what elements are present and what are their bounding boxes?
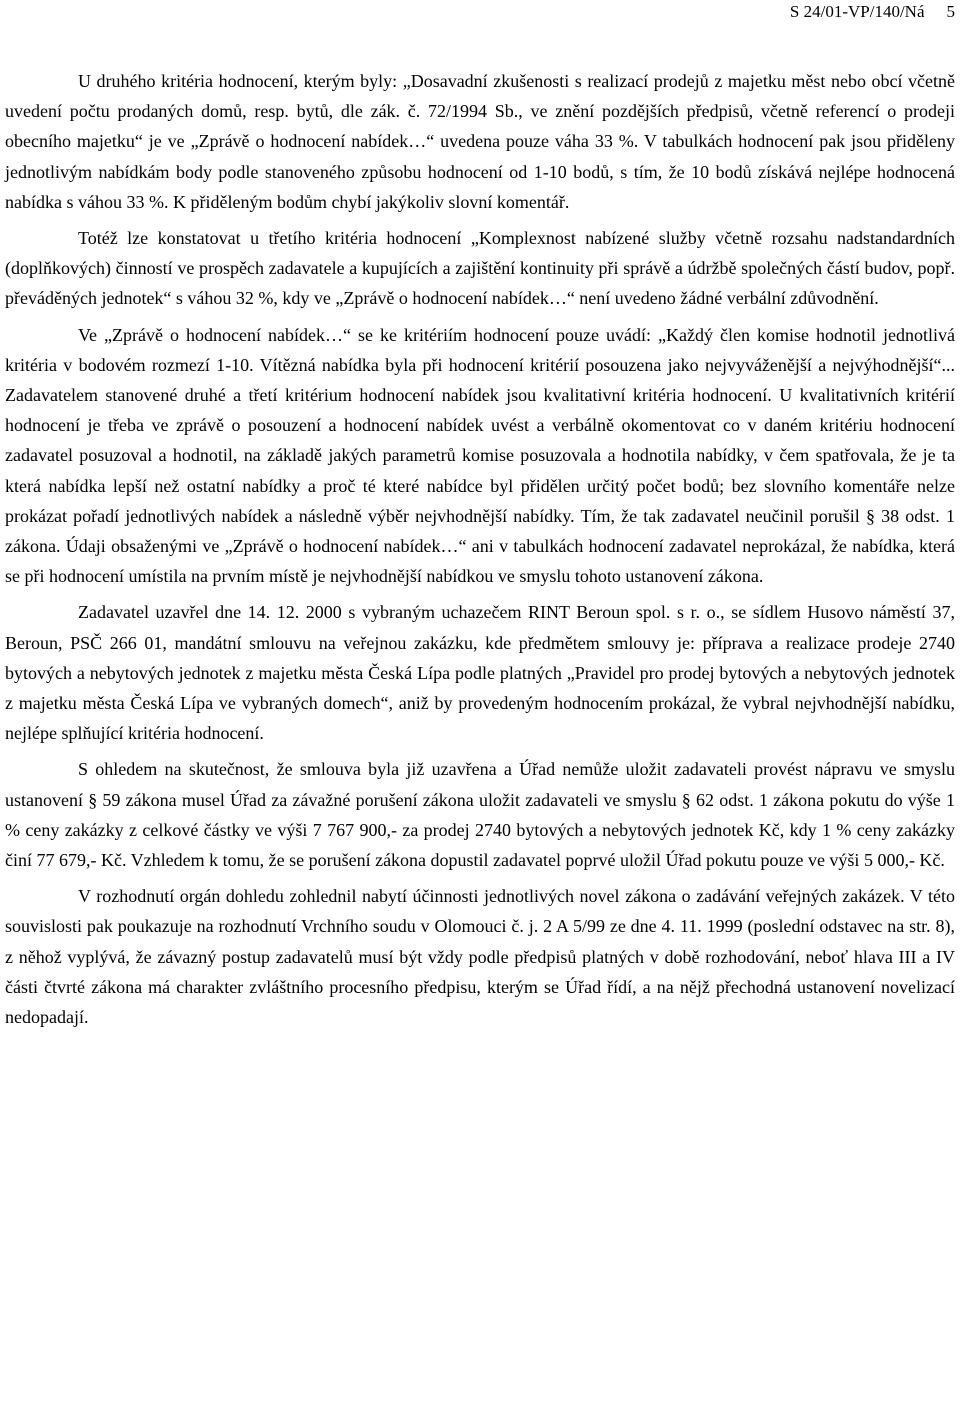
- paragraph-contract: Zadavatel uzavřel dne 14. 12. 2000 s vybraným uchazečem RINT Beroun spol. s r. o., se sídlem Husovo náměstí 37, Beroun, PSČ 266 01, mandátní smlouvu na veřejnou zakázku, kde předmětem smlouvy je: příprava a realizace prodeje 2740 bytových a nebytových jednotek z majetku města Česká Lípa podle platných „Pravidel pro prodej bytových a nebytových jednotek z majetku města Česká Lípa ve vybraných domech“, aniž by provedeným hodnocením prokázal, že vybral nejvhodnější nabídku, nejlépe splňující kritéria hodnocení.: [5, 602, 955, 744]
- page-number: 5: [946, 2, 955, 21]
- paragraph-evaluation-report: Ve „Zprávě o hodnocení nabídek…“ se ke kritériím hodnocení pouze uvádí: „Každý člen komise hodnotil jednotlivá kritéria v bodovém rozmezí 1-10. Vítězná nabídka byla při hodnocení kritérií posouzena jako nejvyváženější a nejvýhodnější“... Zadavatelem stanovené druhé a třetí kritérium hodnocení nabídek jsou kvalitativní kritéria hodnocení. U kvalitativních kritérií hodnocení je třeba ve zprávě o posouzení a hodnocení nabídek uvést a verbálně okomentovat co v daném kritériu hodnocení zadavatel posuzoval a hodnotil, na základě jakých parametrů komise posuzovala a hodnotila nabídky, v čem spatřovala, že je ta která nabídka lepší než ostatní nabídky a proč té které nabídce byl přidělen určitý počet bodů; bez slovního komentáře nelze prokázat pořadí jednotlivých nabídek a následně výběr nejvhodnější nabídky. Tím, že tak zadavatel neučinil porušil § 38 odst. 1 zákona. Údaji obsaženými ve „Zprávě o hodnocení nabídek…“ ani v tabulkách hodnocení zadavatel neprokázal, že nabídka, která se při hodnocení umístila na prvním místě je nejvhodnější nabídkou ve smyslu tohoto ustanovení zákona.: [5, 324, 955, 587]
- document-body: [5, 66, 955, 1032]
- document-reference: S 24/01-VP/140/Ná: [789, 2, 925, 21]
- paragraph-second-criterion: U druhého kritéria hodnocení, kterým byly: „Dosavadní zkušenosti s realizací prodejů z majetku měst nebo obcí včetně uvedení počtu prodaných domů, resp. bytů, dle zák. č. 72/1994 Sb., ve znění pozdějších předpisů, včetně referencí o prodeji obecního majetku“ je ve „Zprávě o hodnocení nabídek…“ uvedena pouze váha 33 %. V tabulkách hodnocení pak jsou přiděleny jednotlivým nabídkám body podle stanoveného způsobu hodnocení od 1-10 bodů, s tím, že 10 bodů získává nejlépe hodnocená nabídka s váhou 33 %. K přiděleným bodům chybí jakýkoliv slovní komentář.: [5, 71, 955, 212]
- paragraph-penalty: S ohledem na skutečnost, že smlouva byla již uzavřena a Úřad nemůže uložit zadavateli provést nápravu ve smyslu ustanovení § 59 zákona musel Úřad za závažné porušení zákona uložit zadavateli ve smyslu § 62 odst. 1 zákona pokutu do výše 1 % ceny zakázky z celkové částky ve výši 7 767 900,- za prodej 2740 bytových a nebytových jednotek Kč, kdy 1 % ceny zakázky činí 77 679,- Kč. Vzhledem k tomu, že se porušení zákona dopustil zadavatel poprvé uložil Úřad pokutu pouze ve výši 5 000,- Kč.: [5, 759, 955, 871]
- paragraph-legal-basis: V rozhodnutí orgán dohledu zohlednil nabytí účinnosti jednotlivých novel zákona o zadávání veřejných zakázek. V této souvislosti pak poukazuje na rozhodnutí Vrchního soudu v Olomouci č. j. 2 A 5/99 ze dne 4. 11. 1999 (poslední odstavec na str. 8), z něhož vyplývá, že závazný postup zadavatelů musí být vždy podle předpisů platných v době rozhodování, neboť hlava III a IV části čtvrté zákona má charakter zvláštního procesního předpisu, kterým se Úřad řídí, a na nějž přechodná ustanovení novelizací nedopadají.: [5, 886, 955, 1028]
- page-header: [790, 2, 955, 22]
- paragraph-third-criterion: Totéž lze konstatovat u třetího kritéria hodnocení „Komplexnost nabízené služby včetně rozsahu nadstandardních (doplňkových) činností ve prospěch zadavatele a kupujících a zajištění kontinuity při správě a údržbě společných částí budov, popř. převáděných jednotek“ s váhou 32 %, kdy ve „Zprávě o hodnocení nabídek…“ není uvedeno žádné verbální zdůvodnění.: [5, 228, 955, 309]
